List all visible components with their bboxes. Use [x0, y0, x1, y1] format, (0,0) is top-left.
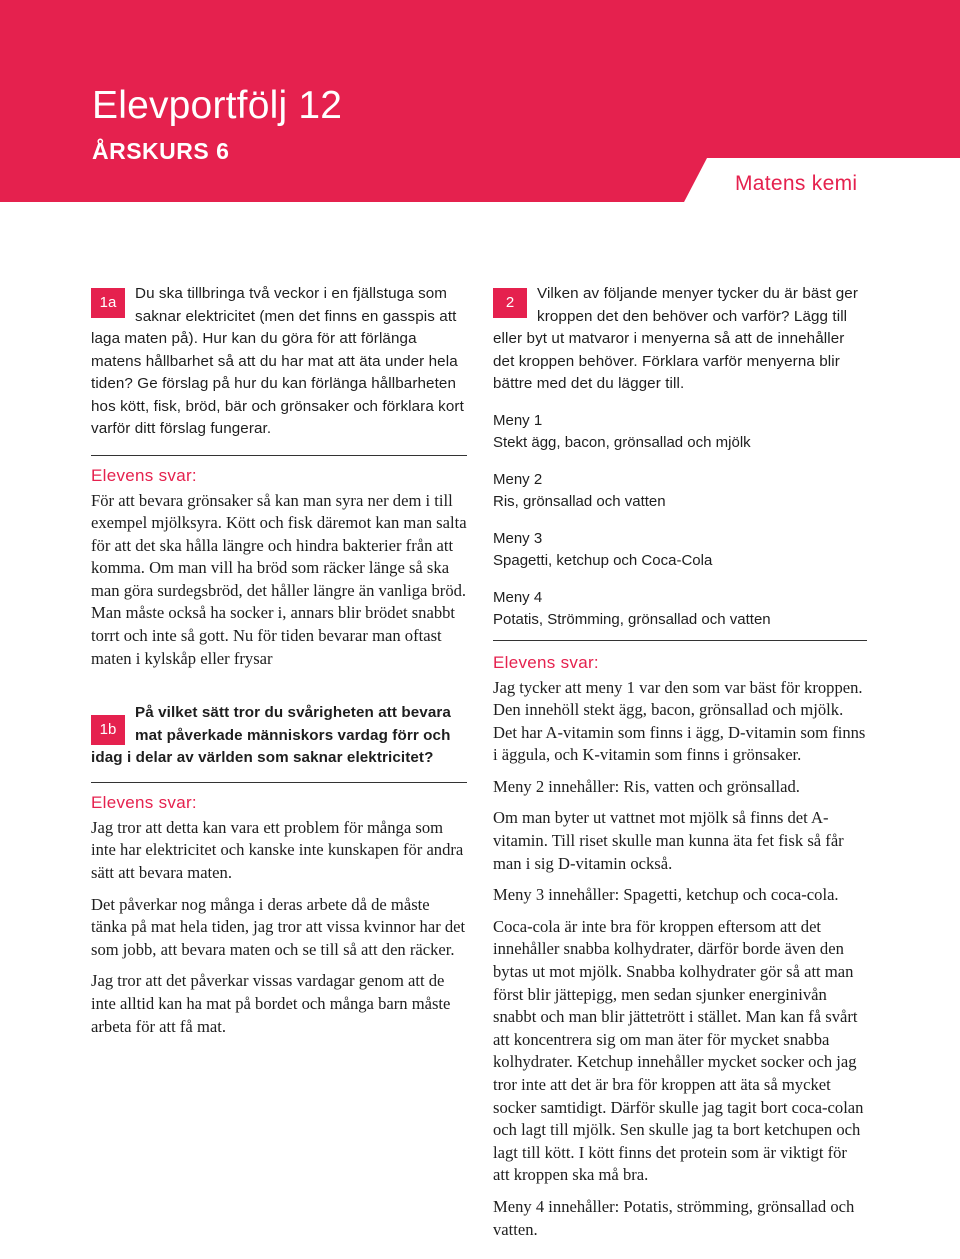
answer-1b-paragraph: Jag tror att detta kan vara ett problem för många som inte har elektricitet och kanske inte kunskapen för andra sätt att bevara maten. — [91, 817, 464, 882]
question-1b-text: På vilket sätt tror du svårigheten att bevara mat påverkade människors vardag förr och idag i delar av världen som saknar elektricitet? — [91, 704, 451, 767]
answer-1b-paragraph: Jag tror att det påverkar vissas vardagar genom att de inte alltid kan ha mat på bordet och många barn måste arbeta för att få mat. — [91, 971, 451, 1036]
question-2-text: Vilken av följande menyer tycker du är bäst ger kroppen det den behöver och varför? Lägg till eller byt ut matvaror i menyerna så att de innehåller det kroppen behöver. Förklara varför menyerna blir bättre med det du lägger till. — [493, 285, 858, 392]
menu-name: Meny 3 — [493, 529, 543, 547]
question-badge-1b: 1b — [91, 715, 125, 745]
answer-2-paragraph: Meny 3 innehåller: Spagetti, ketchup och coca-cola. — [493, 885, 839, 905]
answer-label-1a: Elevens svar: — [91, 465, 197, 485]
right-column — [493, 283, 867, 1241]
answer-1b-paragraph: Det påverkar nog många i deras arbete då de måste tänka på mat hela tiden, jag tror att vissa kvinnor har det som jobb, att bevara maten och se till så att den räcker. — [91, 894, 466, 959]
question-1a-text: Du ska tillbringa två veckor i en fjällstuga som saknar elektricitet (men det finns en gasspis att laga maten på). Hur kan du göra för att förlänga matens hållbarhet så att du har mat att äta under hela tiden? Ge förslag på hur du kan förlänga hållbarheten hos kött, fisk, bröd, bär och grönsaker och förklara kort varför ditt förslag fungerar. — [91, 285, 464, 437]
answer-2-paragraph: Meny 2 innehåller: Ris, vatten och grönsallad. — [493, 776, 800, 796]
menu-name: Meny 4 — [493, 588, 543, 606]
menu-contents: Spagetti, ketchup och Coca-Cola — [493, 551, 713, 569]
grade-label: ÅRSKURS 6 — [92, 138, 230, 164]
answer-label-2: Elevens svar: — [493, 652, 599, 672]
divider — [91, 782, 467, 783]
question-badge-2: 2 — [493, 288, 527, 318]
menu-name: Meny 1 — [493, 411, 543, 429]
page-title: Elevportfölj 12 — [92, 84, 343, 127]
menu-list — [493, 410, 867, 631]
menu-contents: Stekt ägg, bacon, grönsallad och mjölk — [493, 433, 751, 451]
divider — [493, 640, 867, 641]
menu-contents: Ris, grönsallad och vatten — [493, 492, 666, 510]
question-badge-1a: 1a — [91, 288, 125, 318]
left-column — [91, 283, 467, 1038]
question-1b — [91, 702, 467, 770]
menu-contents: Potatis, Strömming, grönsallad och vatten — [493, 610, 771, 628]
answer-label-1b: Elevens svar: — [91, 792, 197, 812]
answer-2-paragraph: Meny 4 innehåller: Potatis, strömming, grönsallad och vatten. — [493, 1196, 855, 1239]
menu-item — [493, 528, 867, 572]
question-2 — [493, 283, 867, 396]
subject-label: Matens kemi — [735, 172, 858, 195]
menu-item — [493, 469, 867, 513]
answer-2-paragraph: Jag tycker att meny 1 var den som var bäst för kroppen. Den innehöll stekt ägg, bacon, grönsallad och mjölk. Det har A-vitamin som finns i ägg, D-vitamin som finns i äggula, och K-vitamin som finns i grönsaker. — [493, 677, 866, 765]
menu-name: Meny 2 — [493, 470, 543, 488]
question-1a — [91, 283, 467, 441]
answer-2-paragraph: Om man byter ut vattnet mot mjölk så finns det A-vitamin. Till riset skulle man kunna äta fet fisk så får man i sig D-vitamin också. — [493, 808, 844, 873]
answer-1a: För att bevara grönsaker så kan man syra ner dem i till exempel mjölksyra. Kött och fisk däremot kan man salta för att det ska hålla längre och hindra bakterier från att komma. Om man vill ha bröd som räcker länge så ska man göra surdegsbröd, det håller längre än vanliga bröd. Man måste också ha socker i, annars blir brödet snabbt torrt och inte så gott. Nu för tiden bevarar man oftast maten i kylskåp eller frysar — [91, 490, 467, 668]
menu-item — [493, 587, 867, 631]
menu-item — [493, 410, 867, 454]
answer-2-paragraph: Coca-cola är inte bra för kroppen eftersom att det innehåller snabba kolhydrater, därför borde även den bytas ut mot mjölk. Snabba kolhydrater gör så att man först blir jättepigg, men sedan sjunker energinivån snabbt och man blir jättetrött i stället. Man kan få svårt att koncentrera sig om man äter för mycket snabba kolhydrater. Ketchup innehåller mycket socker och jag tror inte att det är bra för kroppen att äta så mycket socker samtidigt. Därför skulle jag tagit bort coca-colan och lagt till mjölk. Sen skulle jag ta bort ketchupen och lagt till kött. I kött finns det protein som är viktigt för att kroppen ska må bra. — [493, 916, 864, 1185]
divider — [91, 455, 467, 456]
